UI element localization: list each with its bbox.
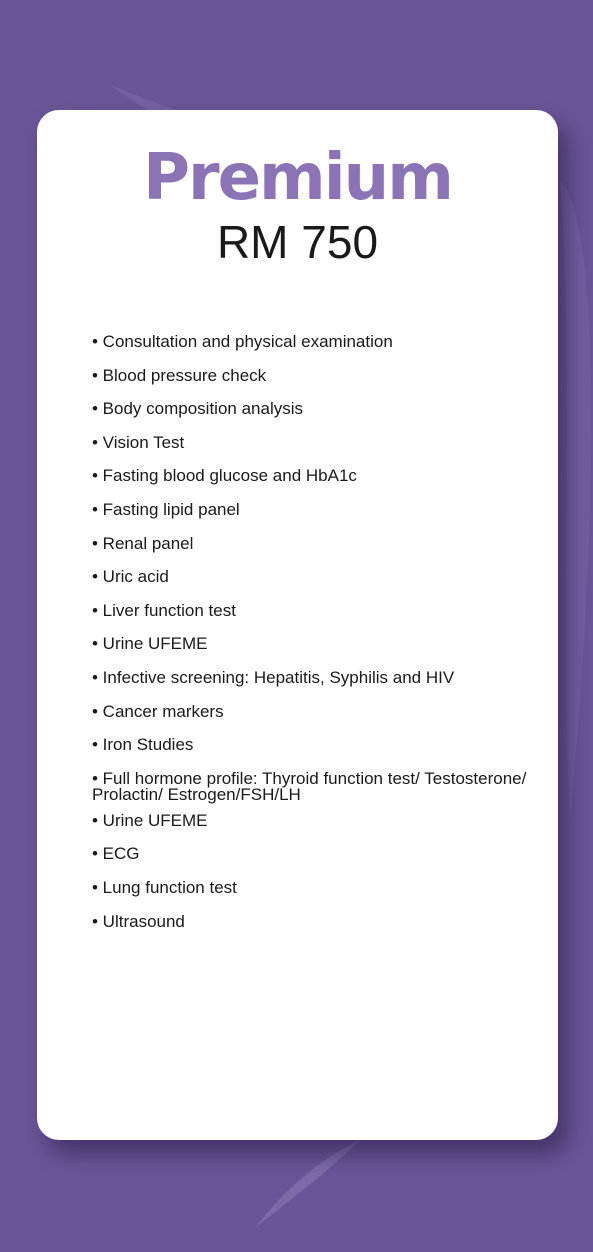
list-item: • ECG xyxy=(92,844,140,864)
list-item: • Blood pressure check xyxy=(92,365,267,385)
list-item: • Uric acid xyxy=(92,567,169,587)
premium-package-card xyxy=(37,110,558,1140)
list-item: • Iron Studies xyxy=(92,735,194,755)
list-item: • Renal panel xyxy=(92,533,194,553)
package-price: RM 750 xyxy=(216,216,379,268)
list-item: • Fasting blood glucose and HbA1c xyxy=(92,466,357,486)
list-item: • Fasting lipid panel xyxy=(92,499,240,519)
list-item: • Consultation and physical examination xyxy=(92,332,393,351)
list-item: • Urine UFEME xyxy=(92,810,208,830)
list-item: • Lung function test xyxy=(92,877,237,897)
list-item: • Body composition analysis xyxy=(92,399,303,419)
list-item: • Urine UFEME xyxy=(92,634,208,654)
list-item: • Ultrasound xyxy=(92,911,185,931)
list-item: • Full hormone profile: Thyroid function test/ Testosterone/ Prolactin/ Estrogen/FSH/LH xyxy=(92,768,527,804)
list-item: • Vision Test xyxy=(92,432,185,452)
package-title: Premium xyxy=(143,141,452,215)
list-item: • Infective screening: Hepatitis, Syphilis and HIV xyxy=(92,667,455,687)
list-item: • Cancer markers xyxy=(92,701,224,721)
list-item: • Liver function test xyxy=(92,600,236,620)
package-items-list xyxy=(92,334,552,947)
